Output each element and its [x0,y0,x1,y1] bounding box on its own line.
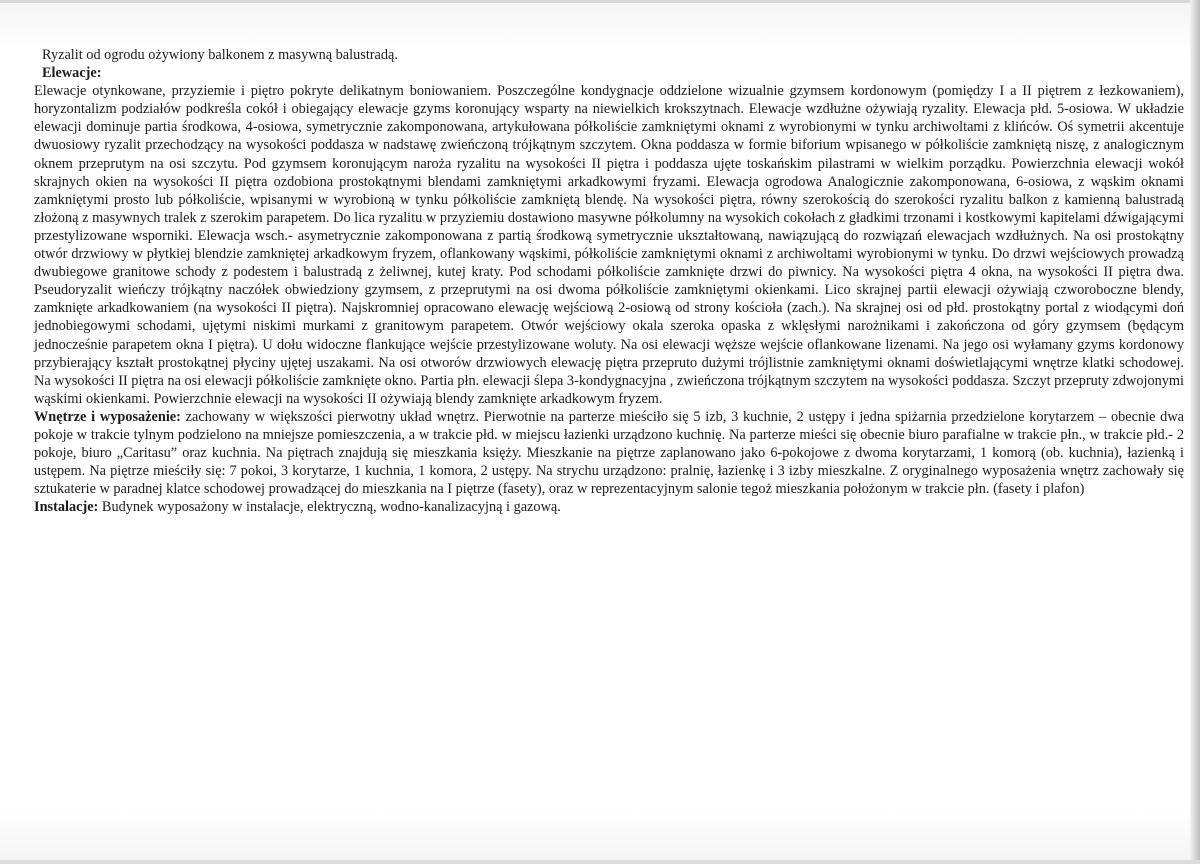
scan-edge-bottom [0,860,1200,864]
interiors-text: zachowany w większości pierwotny układ wnętrz. Pierwotnie na parterze mieściło się 5 izb, 3 kuchnie, 2 ustępy i jedna spiżarnia przedzielone korytarzem – obecnie dwa pokoje w trakcie tylnym podzielono na mniejsze pomieszczenia, a w trakcie płd. w miejscu łazienki urządzono kuchnię. Na parterze mieści się obecnie biuro parafialne w trakcie płn., w trakcie płd.- 2 pokoje, biuro „Caritasu” oraz kuchnia. Na piętrach znajdują się mieszkania księży. Mieszkanie na piętrze zaplanowano jako 6-pokojowe z dwoma korytarzami, 1 komorą (ob. kuchnia), łazienką i ustępem. Na piętrze mieściły się: 7 pokoi, 3 korytarze, 1 kuchnia, 1 komora, 2 ustępy. Na strychu urządzono: pralnię, łazienkę i 3 izby mieszkalne. Z oryginalnego wyposażenia wnętrz zachowały się sztukaterie w paradnej klatce schodowej prowadzącej do mieszkania na I piętrze (fasety), oraz w reprezentacyjnym salonie tegoż mieszkania położonym w trakcie płn. (fasety i plafon) [34,408,1184,498]
installations-section [34,498,1184,516]
interiors-label: Wnętrze i wyposażenie: [34,408,181,425]
scan-edge-right [1190,0,1200,864]
installations-label: Instalacje: [34,499,99,516]
installations-text: Budynek wyposażony w instalacje, elektryczną, wodno-kanalizacyjną i gazową. [98,499,561,516]
elevations-heading: Elewacje: [42,65,102,82]
intro-line: Ryzalit od ogrodu ożywiony balkonem z masywną balustradą. [42,47,398,63]
scan-edge-top [0,0,1200,3]
interiors-section [34,408,1184,498]
document-body [34,46,1184,516]
elevations-paragraph: Elewacje otynkowane, przyziemie i piętro pokryte delikatnym boniowaniem. Poszczególne kondygnacje oddzielone wizualnie gzymsem kordonowym (pomiędzy I a II piętrem z łezkowaniem), horyzontalizm podziałów podkreśla cokół i obiegający elewacje gzyms koronujący wsparty na niewielkich krokszytnach. Elewacje wzdłużne ożywiają ryzality. Elewacja płd. 5-osiowa. W układzie elewacji dominuje partia środkowa, 4-osiowa, symetrycznie zakomponowana, artykułowana półkoliście zamkniętymi oknami z wyrobionymi w tynku archiwoltami z klińców. Oś symetrii akcentuje dwuosiowy ryzalit przechodzący na wysokości poddasza w nadstawę zwieńczoną trójkątnym szczytem. Okna poddasza w formie biforium wpisanego w półkoliście zamkniętą niszę, z analogicznym oknem przeprutym na osi szczytu. Pod gzymsem koronującym naroża ryzalitu na wysokości II piętra i poddasza ujęte toskańskim pilastrami w wielkim porządku. Powierzchnia elewacji wokół skrajnych okien na wysokości II piętra ozdobiona prostokątnymi blendami zamkniętymi arkadkowymi fryzami. Elewacja ogrodowa Analogicznie zakomponowana, 6-osiowa, z wąskim oknami zamkniętymi prosto lub półkoliście, wpisanymi w wyrobioną w tynku półkoliście zamkniętą blendę. Na wysokości piętra, równy szerokością do szerokości ryzalitu balkon z kamienną balustradą złożoną z masywnych tralek z szerokim parapetem. Do lica ryzalitu w przyziemiu dostawiono masywne półkolumny na wysokich cokołach z gładkimi trzonami i kostkowymi kapitelami dźwigającymi przestylizowane wsporniki. Elewacja wsch.- asymetrycznie zakomponowana z partią środkową symetrycznie ukształtowaną, nawiązującą do rozwiązań elewacjach wzdłużnych. Na osi prostokątny otwór drzwiowy w płytkiej blendzie zamkniętej arkadkowym fryzem, oflankowany wąskimi, półkoliście zamkniętymi oknami z archiwoltami wyrobionymi w tynku. Do drzwi wejściowych prowadzą dwubiegowe granitowe schody z podestem i balustradą z żeliwnej, kutej kraty. Pod schodami półkoliście zamknięte drzwi do piwnicy. Na wysokości piętra 4 okna, na wysokości II piętra dwa. Pseudoryzalit wieńczy trójkątny naczółek obwiedziony gzymsem, z przeprutymi na osi dwoma półkoliście zamkniętymi okienkami. Lico skrajnej partii elewacji ożywiają czworoboczne blendy, zamknięte arkadkowaniem (na wysokości II piętra). Najskromniej opracowano elewację wejściową 2-osiową od strony kościoła (zach.). Na skrajnej osi od płd. prostokątny portal z wiodącymi doń jednobiegowymi schodami, ujętymi niskimi murkami z granitowym parapetem. Otwór wejściowy okala szeroka opaska z wklęsłymi narożnikami i zakończona od góry gzymsem (będącym jednocześnie parapetem okna I piętra). U dołu widoczne flankujące wejście przestylizowane woluty. Na osi elewacji węższe wejście oflankowane lizenami. Na jego osi wyłamany gzyms kordonowy przybierający kształt prostokątnej płyciny ujętej uszakami. Na osi otworów drzwiowych elewację piętra przepruto dużymi trójlistnie zamkniętymi oknami doświetlającymi wnętrze klatki schodowej. Na wysokości II piętra na osi elewacji półkoliście zamknięte okno. Partia płn. elewacji ślepa 3-kondygnacyjna , zwieńczona trójkątnym szczytem na wysokości poddasza. Szczyt przepruty zdwojonymi wąskimi okienkami. Powierzchnie elewacji na wysokości II ożywiają blendy zamknięte arkadkowym fryzem. [34,83,1184,407]
